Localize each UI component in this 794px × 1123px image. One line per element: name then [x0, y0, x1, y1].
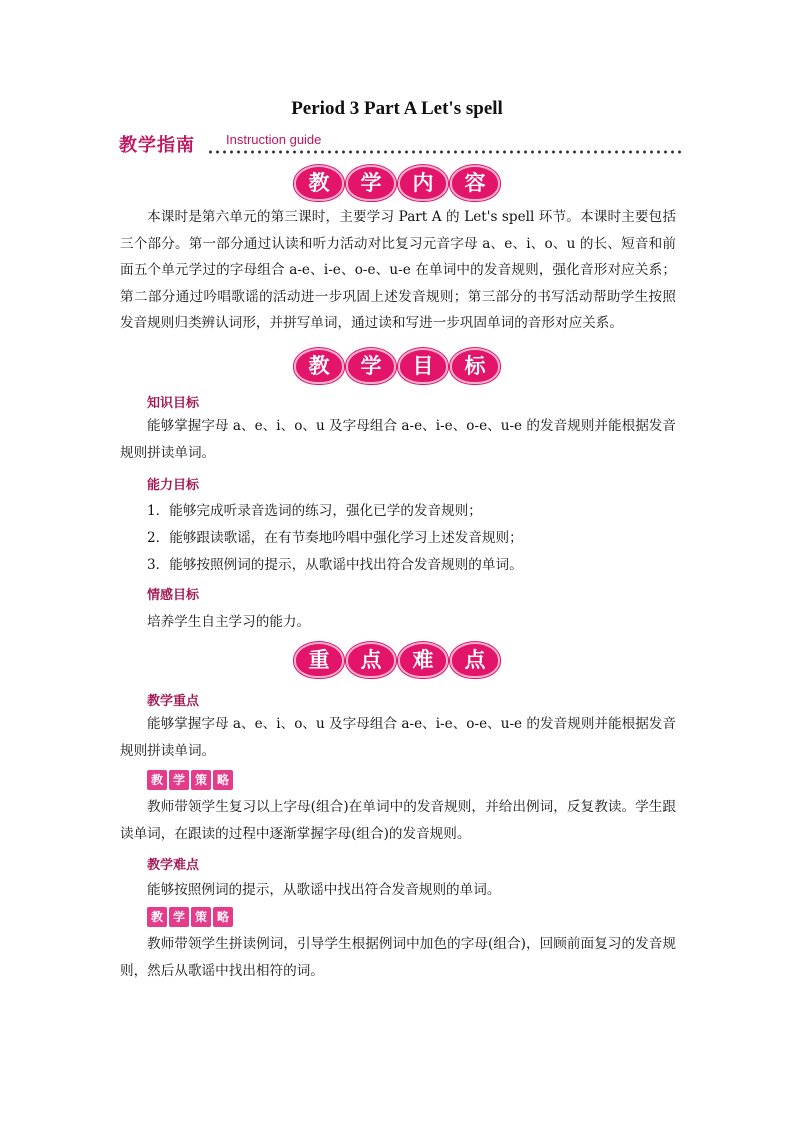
- strategy-char: 策: [191, 907, 211, 927]
- badge-char: 教: [294, 348, 344, 384]
- strategy-char: 略: [213, 907, 233, 927]
- emotion-goal-title: 情感目标: [147, 588, 200, 603]
- content-paragraph: 本课时是第六单元的第三课时，主要学习 Part A 的 Let's spell 环节。本课时主要包括三个部分。第一部分通过认读和听力活动对比复习元音字母 a、e、i、o、u 的长、短音和前面五个单元学过的字母组合 a-e、i-e、o-e、u-e 在单词中的发音规则，强化音形对应关系；第二部分通过吟唱歌谣的活动进一步巩固上述发音规则；第三部分的书写活动帮助学生按照发音规则归类辨认词形，并拼写单词，通过读和写进一步巩固单词的音形对应关系。: [120, 209, 676, 331]
- badge-char: 教: [294, 165, 344, 201]
- badge-char: 内: [398, 165, 448, 201]
- content-badge: [0, 165, 794, 201]
- badge-char: 点: [346, 642, 396, 678]
- goals-badge: [0, 348, 794, 384]
- knowledge-goal-title: 知识目标: [147, 396, 200, 411]
- teaching-difficulty-text: 能够按照例词的提示，从歌谣中找出符合发音规则的单词。: [147, 882, 501, 898]
- teaching-focus-title: 教学重点: [147, 694, 200, 709]
- badge-char: 标: [450, 348, 500, 384]
- badge-char: 学: [346, 165, 396, 201]
- ability-item: 3．能够按照例词的提示，从歌谣中找出符合发音规则的单词。: [147, 557, 523, 573]
- guide-en-label: Instruction guide: [226, 132, 322, 147]
- knowledge-goal-text: 能够掌握字母 a、e、i、o、u 及字母组合 a-e、i-e、o-e、u-e 的发音规则并能根据发音规则拼读单词。: [120, 418, 676, 461]
- strategy-char: 学: [169, 907, 189, 927]
- emotion-goal-text: 培养学生自主学习的能力。: [147, 614, 311, 630]
- badge-char: 重: [294, 642, 344, 678]
- badge-char: 学: [346, 348, 396, 384]
- strategy-char: 策: [191, 770, 211, 790]
- guide-cn-label: 教学指南: [119, 135, 195, 156]
- strategy-char: 学: [169, 770, 189, 790]
- ability-item: 2．能够跟读歌谣，在有节奏地吟唱中强化学习上述发音规则；: [147, 530, 523, 546]
- difficulty-strategy-text: 教师带领学生拼读例词，引导学生根据例词中加色的字母(组合)，回顾前面复习的发音规则，然后从歌谣中找出相符的词。: [120, 936, 676, 979]
- strategy-label: [147, 770, 233, 790]
- badge-char: 容: [450, 165, 500, 201]
- strategy-label: [147, 907, 233, 927]
- badge-char: 难: [398, 642, 448, 678]
- ability-goal-title: 能力目标: [147, 478, 200, 493]
- badge-char: 目: [398, 348, 448, 384]
- page-title: Period 3 Part A Let's spell: [291, 98, 503, 119]
- instruction-guide-header: [119, 131, 681, 157]
- dotted-divider: [207, 150, 681, 154]
- strategy-char: 教: [147, 907, 167, 927]
- badge-char: 点: [450, 642, 500, 678]
- focus-strategy-text: 教师带领学生复习以上字母(组合)在单词中的发音规则，并给出例词，反复教读。学生跟读单词，在跟读的过程中逐渐掌握字母(组合)的发音规则。: [120, 799, 676, 842]
- strategy-char: 教: [147, 770, 167, 790]
- strategy-char: 略: [213, 770, 233, 790]
- teaching-difficulty-title: 教学难点: [147, 858, 200, 873]
- ability-item: 1．能够完成听录音选词的练习，强化已学的发音规则；: [147, 503, 482, 519]
- teaching-focus-text: 能够掌握字母 a、e、i、o、u 及字母组合 a-e、i-e、o-e、u-e 的发音规则并能根据发音规则拼读单词。: [120, 716, 676, 759]
- key-points-badge: [0, 642, 794, 678]
